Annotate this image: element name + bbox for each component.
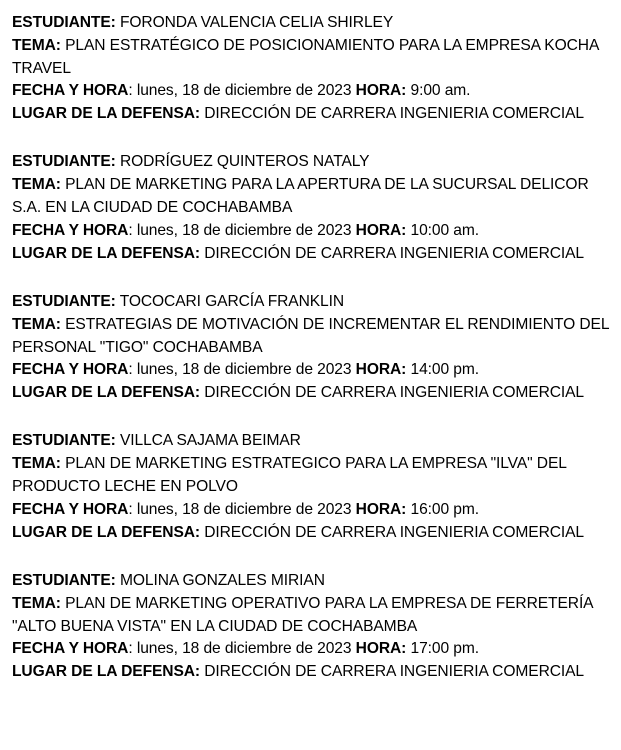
topic-line bbox=[12, 174, 612, 220]
hour-label: HORA: bbox=[355, 82, 407, 100]
student-name: TOCOCARI GARCÍA FRANKLIN bbox=[119, 292, 345, 310]
place-value: DIRECCIÓN DE CARRERA INGENIERIA COMERCIAL bbox=[204, 244, 584, 262]
student-label: ESTUDIANTE: bbox=[12, 432, 116, 450]
place-label: LUGAR DE LA DEFENSA: bbox=[12, 523, 201, 541]
date-value: lunes, 18 de diciembre de 2023 bbox=[136, 500, 352, 518]
defense-entry bbox=[12, 291, 621, 405]
student-label: ESTUDIANTE: bbox=[12, 571, 116, 589]
place-label: LUGAR DE LA DEFENSA: bbox=[12, 663, 201, 681]
place-line bbox=[12, 243, 621, 266]
date-time-label: FECHA Y HORA bbox=[12, 221, 129, 239]
student-name: FORONDA VALENCIA CELIA SHIRLEY bbox=[119, 14, 394, 31]
student-name: VILLCA SAJAMA BEIMAR bbox=[119, 432, 301, 450]
topic-text: ESTRATEGIAS DE MOTIVACIÓN DE INCREMENTAR EL RENDIMIENTO DEL PERSONAL "TIGO" COCHABAMBA bbox=[12, 315, 609, 356]
hour-label: HORA: bbox=[355, 361, 407, 379]
defense-entry bbox=[12, 570, 621, 684]
date-value: lunes, 18 de diciembre de 2023 bbox=[136, 221, 352, 239]
student-line bbox=[12, 151, 621, 174]
defense-entry bbox=[12, 151, 621, 265]
date-time-label: FECHA Y HORA bbox=[12, 500, 129, 518]
topic-line bbox=[12, 314, 612, 360]
hour-value: 14:00 pm. bbox=[410, 361, 479, 379]
date-time-colon: : bbox=[128, 361, 133, 379]
hour-value: 16:00 pm. bbox=[410, 500, 479, 518]
topic-label: TEMA: bbox=[12, 176, 61, 194]
date-time-line bbox=[12, 638, 621, 661]
student-line bbox=[12, 430, 621, 453]
date-value: lunes, 18 de diciembre de 2023 bbox=[136, 361, 352, 379]
date-time-label: FECHA Y HORA bbox=[12, 640, 129, 658]
hour-value: 9:00 am. bbox=[410, 82, 471, 100]
student-line bbox=[12, 291, 621, 314]
place-value: DIRECCIÓN DE CARRERA INGENIERIA COMERCIAL bbox=[204, 384, 584, 402]
topic-label: TEMA: bbox=[12, 315, 61, 333]
student-label: ESTUDIANTE: bbox=[12, 292, 116, 310]
date-time-line bbox=[12, 220, 621, 243]
student-label: ESTUDIANTE: bbox=[12, 14, 116, 31]
defense-entry bbox=[12, 430, 621, 544]
student-line bbox=[12, 12, 621, 35]
place-label: LUGAR DE LA DEFENSA: bbox=[12, 384, 201, 402]
place-line bbox=[12, 522, 621, 545]
date-time-line bbox=[12, 499, 621, 522]
topic-label: TEMA: bbox=[12, 455, 61, 473]
student-name: MOLINA GONZALES MIRIAN bbox=[119, 571, 325, 589]
date-time-colon: : bbox=[128, 500, 133, 518]
date-time-label: FECHA Y HORA bbox=[12, 82, 129, 100]
place-line bbox=[12, 103, 621, 126]
date-time-colon: : bbox=[128, 640, 133, 658]
topic-label: TEMA: bbox=[12, 36, 61, 54]
date-time-line bbox=[12, 80, 621, 103]
place-label: LUGAR DE LA DEFENSA: bbox=[12, 244, 201, 262]
topic-text: PLAN ESTRATÉGICO DE POSICIONAMIENTO PARA LA EMPRESA KOCHA TRAVEL bbox=[12, 36, 599, 77]
date-time-colon: : bbox=[128, 82, 133, 100]
topic-text: PLAN DE MARKETING OPERATIVO PARA LA EMPRESA DE FERRETERÍA "ALTO BUENA VISTA" EN LA CIUDAD DE COCHABAMBA bbox=[12, 594, 593, 635]
student-line bbox=[12, 570, 621, 593]
topic-line bbox=[12, 453, 612, 499]
hour-label: HORA: bbox=[355, 500, 407, 518]
topic-text: PLAN DE MARKETING ESTRATEGICO PARA LA EMPRESA "ILVA" DEL PRODUCTO LECHE EN POLVO bbox=[12, 455, 567, 496]
date-time-colon: : bbox=[128, 221, 133, 239]
topic-text: PLAN DE MARKETING PARA LA APERTURA DE LA SUCURSAL DELICOR S.A. EN LA CIUDAD DE COCHABAMBA bbox=[12, 176, 589, 217]
date-time-label: FECHA Y HORA bbox=[12, 361, 129, 379]
student-label: ESTUDIANTE: bbox=[12, 153, 116, 171]
defense-entry bbox=[12, 12, 621, 126]
topic-line bbox=[12, 593, 612, 639]
topic-line bbox=[12, 35, 612, 81]
place-label: LUGAR DE LA DEFENSA: bbox=[12, 105, 201, 123]
place-line bbox=[12, 661, 621, 684]
place-value: DIRECCIÓN DE CARRERA INGENIERIA COMERCIAL bbox=[204, 523, 584, 541]
place-value: DIRECCIÓN DE CARRERA INGENIERIA COMERCIAL bbox=[204, 663, 584, 681]
date-value: lunes, 18 de diciembre de 2023 bbox=[136, 640, 352, 658]
place-line bbox=[12, 382, 621, 405]
place-value: DIRECCIÓN DE CARRERA INGENIERIA COMERCIAL bbox=[204, 105, 584, 123]
date-time-line bbox=[12, 359, 621, 382]
date-value: lunes, 18 de diciembre de 2023 bbox=[136, 82, 352, 100]
topic-label: TEMA: bbox=[12, 594, 61, 612]
hour-label: HORA: bbox=[355, 221, 407, 239]
hour-value: 10:00 am. bbox=[410, 221, 479, 239]
hour-value: 17:00 pm. bbox=[410, 640, 479, 658]
hour-label: HORA: bbox=[355, 640, 407, 658]
student-name: RODRÍGUEZ QUINTEROS NATALY bbox=[119, 153, 370, 171]
